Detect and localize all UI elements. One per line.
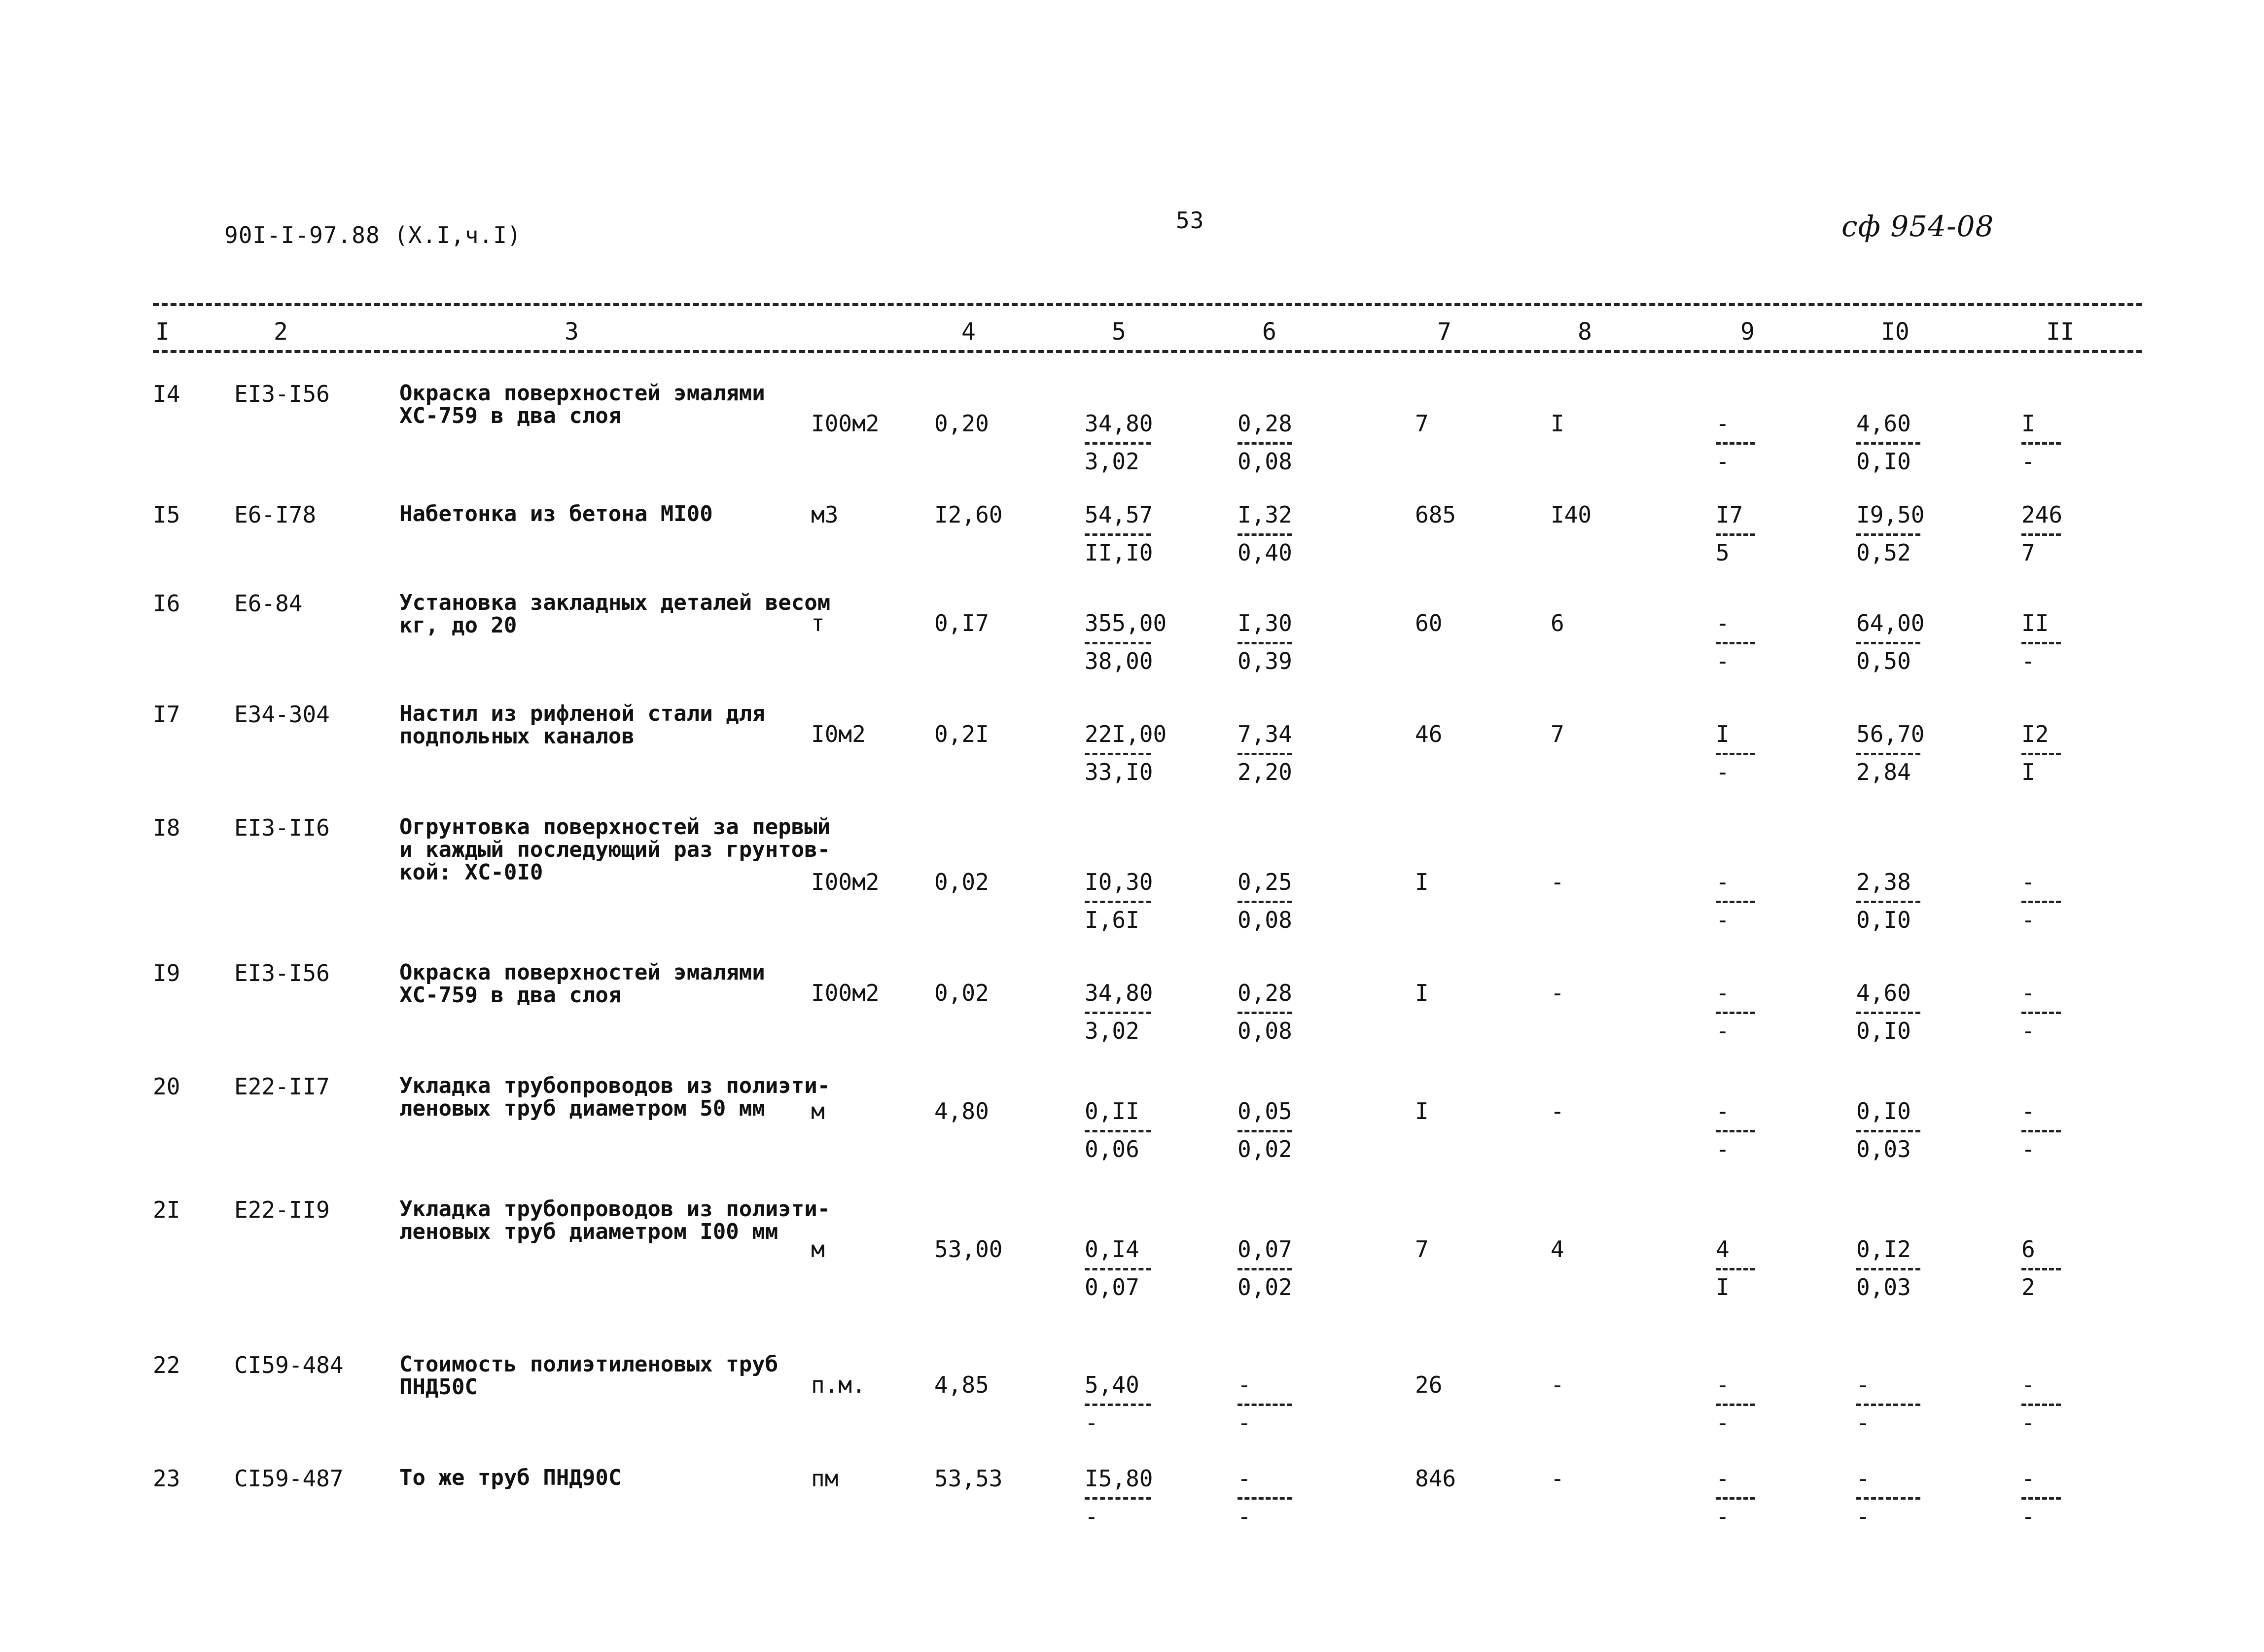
col9-value-numerator: - xyxy=(1716,869,1730,895)
work-description: Окраска поверхностей эмалями ХС-759 в два слоя xyxy=(399,960,765,1008)
col10-value xyxy=(1856,1099,1920,1161)
row-number: I6 xyxy=(153,590,180,617)
header-top-rule xyxy=(153,303,2142,306)
col5-value-bar xyxy=(1085,1404,1151,1406)
col11-value xyxy=(2021,1467,2061,1528)
row-number: 23 xyxy=(153,1465,180,1492)
column-number-10: I0 xyxy=(1881,318,1910,346)
col9-value-denominator: 5 xyxy=(1716,539,1730,566)
header-bottom-rule xyxy=(153,350,2142,353)
col5-value-denominator: - xyxy=(1085,1503,1098,1530)
col11-value-bar xyxy=(2021,1404,2061,1406)
col7-value: 846 xyxy=(1415,1465,1456,1492)
col6-value-denominator: 0,39 xyxy=(1238,648,1292,674)
col9-value-bar xyxy=(1716,533,1755,536)
col10-value-bar xyxy=(1856,1130,1920,1132)
work-description: То же труб ПНД90С xyxy=(399,1465,622,1490)
col8-value: - xyxy=(1551,1465,1564,1492)
col5-value xyxy=(1085,981,1151,1043)
col10-value-denominator: - xyxy=(1856,1409,1870,1436)
col11-value-bar xyxy=(2021,1012,2061,1014)
col5-value-bar xyxy=(1085,533,1151,536)
col8-value: 4 xyxy=(1551,1236,1564,1263)
quantity: 0,2I xyxy=(934,721,989,747)
col5-value-numerator: 0,I4 xyxy=(1085,1236,1139,1263)
rate-code: E6-84 xyxy=(234,590,303,617)
work-description: Настил из рифленой стали для подпольных каналов xyxy=(399,701,765,749)
col6-value-numerator: 7,34 xyxy=(1238,721,1292,747)
col6-value xyxy=(1238,981,1292,1043)
work-description: Укладка трубопроводов из полиэти- леновых труб диаметром I00 мм xyxy=(399,1196,831,1244)
col10-value-denominator: 0,52 xyxy=(1856,539,1911,566)
col10-value-denominator: 2,84 xyxy=(1856,759,1911,785)
col5-value-numerator: 22I,00 xyxy=(1085,721,1167,747)
col11-value xyxy=(2021,611,2061,673)
col6-value-denominator: 0,40 xyxy=(1238,539,1292,566)
col5-value-denominator: 0,07 xyxy=(1085,1274,1139,1301)
col6-value-numerator: I,30 xyxy=(1238,610,1292,636)
col11-value-numerator: 6 xyxy=(2021,1236,2035,1263)
col5-value-bar xyxy=(1085,901,1151,903)
work-description: Установка закладных деталей весом кг, до 20 xyxy=(399,590,831,638)
col10-value-bar xyxy=(1856,1012,1920,1014)
row-number: 20 xyxy=(153,1073,180,1100)
col6-value-numerator: 0,28 xyxy=(1238,410,1292,437)
col6-value xyxy=(1238,503,1292,564)
col5-value-denominator: 38,00 xyxy=(1085,648,1153,674)
col10-value-denominator: 0,I0 xyxy=(1856,1018,1911,1044)
col9-value-denominator: - xyxy=(1716,759,1730,785)
col9-value-denominator: - xyxy=(1716,648,1730,674)
col11-value-denominator: - xyxy=(2021,1409,2035,1436)
col5-value-numerator: 0,II xyxy=(1085,1098,1139,1125)
col11-value xyxy=(2021,981,2061,1043)
col10-value-numerator: 4,60 xyxy=(1856,410,1911,437)
col9-value xyxy=(1716,1099,1755,1161)
col6-value xyxy=(1238,870,1292,932)
col6-value-numerator: 0,25 xyxy=(1238,869,1292,895)
col10-value-numerator: 4,60 xyxy=(1856,980,1911,1006)
col6-value-numerator: 0,07 xyxy=(1238,1236,1292,1263)
quantity: 0,02 xyxy=(934,869,989,895)
column-number-6: 6 xyxy=(1262,318,1276,346)
col11-value-denominator: 2 xyxy=(2021,1274,2035,1301)
col9-value-bar xyxy=(1716,753,1755,755)
col6-value-bar xyxy=(1238,1012,1292,1014)
col10-value xyxy=(1856,1467,1920,1528)
col5-value xyxy=(1085,503,1151,564)
col7-value: 60 xyxy=(1415,610,1443,636)
col9-value-numerator: - xyxy=(1716,1371,1730,1398)
col6-value-bar xyxy=(1238,533,1292,536)
col11-value-denominator: - xyxy=(2021,1503,2035,1530)
col6-value-bar xyxy=(1238,901,1292,903)
col10-value-numerator: I9,50 xyxy=(1856,501,1925,528)
col6-value-bar xyxy=(1238,642,1292,644)
unit: I00м2 xyxy=(811,980,880,1006)
col6-value-bar xyxy=(1238,753,1292,755)
col10-value xyxy=(1856,981,1920,1043)
col5-value-denominator: 3,02 xyxy=(1085,448,1139,475)
col10-value xyxy=(1856,501,1925,566)
row-number: 2I xyxy=(153,1196,180,1223)
col9-value xyxy=(1716,1237,1755,1299)
col6-value xyxy=(1238,1373,1292,1435)
col10-value-bar xyxy=(1856,533,1920,536)
col9-value xyxy=(1716,412,1755,473)
col5-value-bar xyxy=(1085,1130,1151,1132)
col8-value: - xyxy=(1551,1098,1564,1125)
col10-value xyxy=(1856,610,1925,674)
col5-value xyxy=(1085,412,1151,473)
column-number-4: 4 xyxy=(961,318,976,346)
column-number-8: 8 xyxy=(1578,318,1592,346)
quantity: I2,60 xyxy=(934,501,1003,528)
col5-value xyxy=(1085,1099,1151,1161)
rate-code: E6-I78 xyxy=(234,501,317,528)
col10-value-bar xyxy=(1856,1497,1920,1500)
col9-value-bar xyxy=(1716,642,1755,644)
col11-value xyxy=(2021,503,2061,564)
row-number: I8 xyxy=(153,814,180,841)
work-description: Укладка трубопроводов из полиэти- леновых труб диаметром 50 мм xyxy=(399,1073,831,1121)
col6-value-numerator: - xyxy=(1238,1371,1251,1398)
rate-code: E22-II7 xyxy=(234,1073,330,1100)
col6-value-denominator: 0,08 xyxy=(1238,907,1292,933)
unit: м3 xyxy=(811,501,839,528)
col11-value-bar xyxy=(2021,1497,2061,1500)
col11-value-denominator: - xyxy=(2021,1136,2035,1162)
col11-value xyxy=(2021,870,2061,932)
col11-value-bar xyxy=(2021,533,2061,536)
col11-value-denominator: - xyxy=(2021,648,2035,674)
rate-code: EI3-II6 xyxy=(234,814,330,841)
col6-value-numerator: I,32 xyxy=(1238,501,1292,528)
unit: п.м. xyxy=(811,1371,866,1398)
quantity: 4,85 xyxy=(934,1371,989,1398)
col11-value-denominator: - xyxy=(2021,1018,2035,1044)
col11-value xyxy=(2021,722,2061,784)
column-number-11: II xyxy=(2046,318,2075,346)
column-number-3: 3 xyxy=(565,318,579,346)
col5-value-denominator: - xyxy=(1085,1409,1098,1436)
col5-value-bar xyxy=(1085,1268,1151,1270)
row-number: I7 xyxy=(153,701,180,728)
col8-value: 6 xyxy=(1551,610,1564,636)
col10-value-numerator: 0,I0 xyxy=(1856,1098,1911,1125)
col5-value xyxy=(1085,610,1167,674)
col9-value-bar xyxy=(1716,901,1755,903)
col8-value: I xyxy=(1551,410,1564,437)
document-code: 90I-I-97.88 (X.I,ч.I) xyxy=(224,222,522,248)
col5-value-bar xyxy=(1085,1497,1151,1500)
col9-value-numerator: - xyxy=(1716,1465,1730,1492)
quantity: 53,53 xyxy=(934,1465,1003,1492)
col10-value-bar xyxy=(1856,901,1920,903)
col9-value-denominator: - xyxy=(1716,1136,1730,1162)
col7-value: I xyxy=(1415,1098,1429,1125)
col11-value xyxy=(2021,1237,2061,1299)
col10-value-bar xyxy=(1856,642,1920,644)
col6-value-numerator: - xyxy=(1238,1465,1251,1492)
col10-value-denominator: 0,50 xyxy=(1856,648,1911,674)
col10-value-denominator: 0,I0 xyxy=(1856,907,1911,933)
col5-value xyxy=(1085,1373,1151,1435)
col9-value-bar xyxy=(1716,442,1755,445)
col5-value-numerator: 355,00 xyxy=(1085,610,1167,636)
quantity: 4,80 xyxy=(934,1098,989,1125)
col10-value-numerator: 56,70 xyxy=(1856,721,1925,747)
col10-value-denominator: 0,I0 xyxy=(1856,448,1911,475)
col10-value-numerator: 2,38 xyxy=(1856,869,1911,895)
page-number: 53 xyxy=(1176,207,1204,234)
col5-value xyxy=(1085,721,1167,785)
unit: м xyxy=(811,1236,825,1263)
col5-value-bar xyxy=(1085,753,1151,755)
col9-value xyxy=(1716,1467,1755,1528)
col5-value-denominator: II,I0 xyxy=(1085,539,1153,566)
col5-value-numerator: I0,30 xyxy=(1085,869,1153,895)
column-number-1: I xyxy=(155,318,170,346)
row-number: I5 xyxy=(153,501,180,528)
col10-value xyxy=(1856,1373,1920,1435)
col9-value-bar xyxy=(1716,1497,1755,1500)
quantity: 0,20 xyxy=(934,410,989,437)
col11-value-numerator: I xyxy=(2021,410,2035,437)
col10-value-numerator: - xyxy=(1856,1465,1870,1492)
handwritten-stamp: сф 954-08 xyxy=(1841,210,1994,243)
col10-value xyxy=(1856,412,1920,473)
col10-value-numerator: 0,I2 xyxy=(1856,1236,1911,1263)
work-description: Стоимость полиэтиленовых труб ПНД50С xyxy=(399,1352,778,1400)
work-description: Огрунтовка поверхностей за первый и каждый последующий раз грунтов- кой: ХС-0I0 xyxy=(399,814,831,885)
col6-value xyxy=(1238,1099,1292,1161)
col11-value-numerator: - xyxy=(2021,1371,2035,1398)
column-number-2: 2 xyxy=(274,318,288,346)
col10-value-denominator: 0,03 xyxy=(1856,1274,1911,1301)
col6-value-bar xyxy=(1238,1497,1292,1500)
col6-value-numerator: 0,05 xyxy=(1238,1098,1292,1125)
col9-value-denominator: - xyxy=(1716,1018,1730,1044)
col11-value-numerator: - xyxy=(2021,1098,2035,1125)
col5-value xyxy=(1085,1467,1151,1528)
row-number: 22 xyxy=(153,1352,180,1378)
col10-value-denominator: - xyxy=(1856,1503,1870,1530)
quantity: 53,00 xyxy=(934,1236,1003,1263)
col6-value-denominator: 0,08 xyxy=(1238,1018,1292,1044)
col10-value-denominator: 0,03 xyxy=(1856,1136,1911,1162)
col7-value: 7 xyxy=(1415,410,1429,437)
col11-value-numerator: - xyxy=(2021,869,2035,895)
col6-value xyxy=(1238,412,1292,473)
col11-value-numerator: 246 xyxy=(2021,501,2063,528)
column-number-7: 7 xyxy=(1437,318,1451,346)
column-number-9: 9 xyxy=(1740,318,1755,346)
col9-value-denominator: - xyxy=(1716,448,1730,475)
col9-value-denominator: - xyxy=(1716,1409,1730,1436)
col9-value-bar xyxy=(1716,1404,1755,1406)
col5-value-bar xyxy=(1085,1012,1151,1014)
col10-value xyxy=(1856,721,1925,785)
col6-value xyxy=(1238,1467,1292,1528)
col10-value-bar xyxy=(1856,1268,1920,1270)
col10-value-bar xyxy=(1856,1404,1920,1406)
col5-value xyxy=(1085,1237,1151,1299)
unit: т xyxy=(811,610,825,636)
unit: пм xyxy=(811,1465,839,1492)
col9-value-numerator: I xyxy=(1716,721,1730,747)
col11-value-denominator: - xyxy=(2021,907,2035,933)
col9-value-numerator: - xyxy=(1716,1098,1730,1125)
col7-value: 26 xyxy=(1415,1371,1443,1398)
col9-value-numerator: I7 xyxy=(1716,501,1743,528)
col7-value: I xyxy=(1415,869,1429,895)
col11-value-numerator: - xyxy=(2021,980,2035,1006)
col11-value xyxy=(2021,1099,2061,1161)
col8-value: - xyxy=(1551,980,1564,1006)
col6-value-denominator: - xyxy=(1238,1409,1251,1436)
unit: I00м2 xyxy=(811,869,880,895)
col9-value xyxy=(1716,870,1755,932)
col11-value-bar xyxy=(2021,753,2061,755)
work-description: Окраска поверхностей эмалями ХС-759 в два слоя xyxy=(399,381,765,428)
col5-value-numerator: I5,80 xyxy=(1085,1465,1153,1492)
quantity: 0,I7 xyxy=(934,610,989,636)
col9-value-denominator: - xyxy=(1716,1503,1730,1530)
col6-value-numerator: 0,28 xyxy=(1238,980,1292,1006)
col10-value-bar xyxy=(1856,442,1920,445)
col11-value-bar xyxy=(2021,442,2061,445)
row-number: I4 xyxy=(153,381,180,407)
col9-value-bar xyxy=(1716,1130,1755,1132)
rate-code: E34-304 xyxy=(234,701,330,728)
col9-value-numerator: - xyxy=(1716,410,1730,437)
col11-value-bar xyxy=(2021,1130,2061,1132)
col10-value-bar xyxy=(1856,753,1920,755)
rate-code: EI3-I56 xyxy=(234,381,330,407)
col11-value-numerator: - xyxy=(2021,1465,2035,1492)
col11-value xyxy=(2021,1373,2061,1435)
col5-value-bar xyxy=(1085,442,1151,445)
col11-value xyxy=(2021,412,2061,473)
col7-value: 7 xyxy=(1415,1236,1429,1263)
col7-value: I xyxy=(1415,980,1429,1006)
col11-value-denominator: - xyxy=(2021,448,2035,475)
col9-value-numerator: - xyxy=(1716,980,1730,1006)
col6-value-denominator: 0,02 xyxy=(1238,1274,1292,1301)
col9-value xyxy=(1716,611,1755,673)
col5-value-denominator: 3,02 xyxy=(1085,1018,1139,1044)
col9-value xyxy=(1716,722,1755,784)
col6-value-denominator: 0,08 xyxy=(1238,448,1292,475)
col11-value-bar xyxy=(2021,1268,2061,1270)
col9-value-denominator: I xyxy=(1716,1274,1730,1301)
col5-value-denominator: 0,06 xyxy=(1085,1136,1139,1162)
col5-value-numerator: 5,40 xyxy=(1085,1371,1139,1398)
col11-value-bar xyxy=(2021,642,2061,644)
col5-value-numerator: 34,80 xyxy=(1085,410,1153,437)
row-number: I9 xyxy=(153,960,180,986)
col5-value-bar xyxy=(1085,642,1151,644)
col9-value-numerator: 4 xyxy=(1716,1236,1730,1263)
col5-value-denominator: I,6I xyxy=(1085,907,1139,933)
col6-value-bar xyxy=(1238,1404,1292,1406)
col9-value xyxy=(1716,981,1755,1043)
col9-value-numerator: - xyxy=(1716,610,1730,636)
col7-value: 46 xyxy=(1415,721,1443,747)
col9-value xyxy=(1716,1373,1755,1435)
col6-value xyxy=(1238,611,1292,673)
col5-value-denominator: 33,I0 xyxy=(1085,759,1153,785)
col9-value-bar xyxy=(1716,1012,1755,1014)
col10-value-numerator: - xyxy=(1856,1371,1870,1398)
unit: I00м2 xyxy=(811,410,880,437)
col6-value xyxy=(1238,1237,1292,1299)
col8-value: - xyxy=(1551,869,1564,895)
col5-value-numerator: 34,80 xyxy=(1085,980,1153,1006)
col8-value: - xyxy=(1551,1371,1564,1398)
work-description: Набетонка из бетона МI00 xyxy=(399,501,713,527)
col5-value-numerator: 54,57 xyxy=(1085,501,1153,528)
col7-value: 685 xyxy=(1415,501,1456,528)
col9-value-bar xyxy=(1716,1268,1755,1270)
col8-value: 7 xyxy=(1551,721,1564,747)
unit: I0м2 xyxy=(811,721,866,747)
col11-value-bar xyxy=(2021,901,2061,903)
col11-value-denominator: I xyxy=(2021,759,2035,785)
col10-value xyxy=(1856,870,1920,932)
rate-code: CI59-487 xyxy=(234,1465,344,1492)
col6-value-denominator: 0,02 xyxy=(1238,1136,1292,1162)
rate-code: EI3-I56 xyxy=(234,960,330,986)
col11-value-numerator: II xyxy=(2021,610,2049,636)
col6-value-bar xyxy=(1238,1268,1292,1270)
col10-value xyxy=(1856,1237,1920,1299)
col5-value xyxy=(1085,870,1151,932)
col6-value-bar xyxy=(1238,442,1292,445)
col10-value-numerator: 64,00 xyxy=(1856,610,1925,636)
col6-value-bar xyxy=(1238,1130,1292,1132)
col11-value-denominator: 7 xyxy=(2021,539,2035,566)
quantity: 0,02 xyxy=(934,980,989,1006)
col8-value: I40 xyxy=(1551,501,1592,528)
rate-code: CI59-484 xyxy=(234,1352,344,1378)
col6-value-denominator: 2,20 xyxy=(1238,759,1292,785)
unit: м xyxy=(811,1098,825,1125)
column-number-5: 5 xyxy=(1112,318,1126,346)
col11-value-numerator: I2 xyxy=(2021,721,2049,747)
rate-code: E22-II9 xyxy=(234,1196,330,1223)
col6-value-denominator: - xyxy=(1238,1503,1251,1530)
col9-value-denominator: - xyxy=(1716,907,1730,933)
col6-value xyxy=(1238,722,1292,784)
col9-value xyxy=(1716,503,1755,564)
